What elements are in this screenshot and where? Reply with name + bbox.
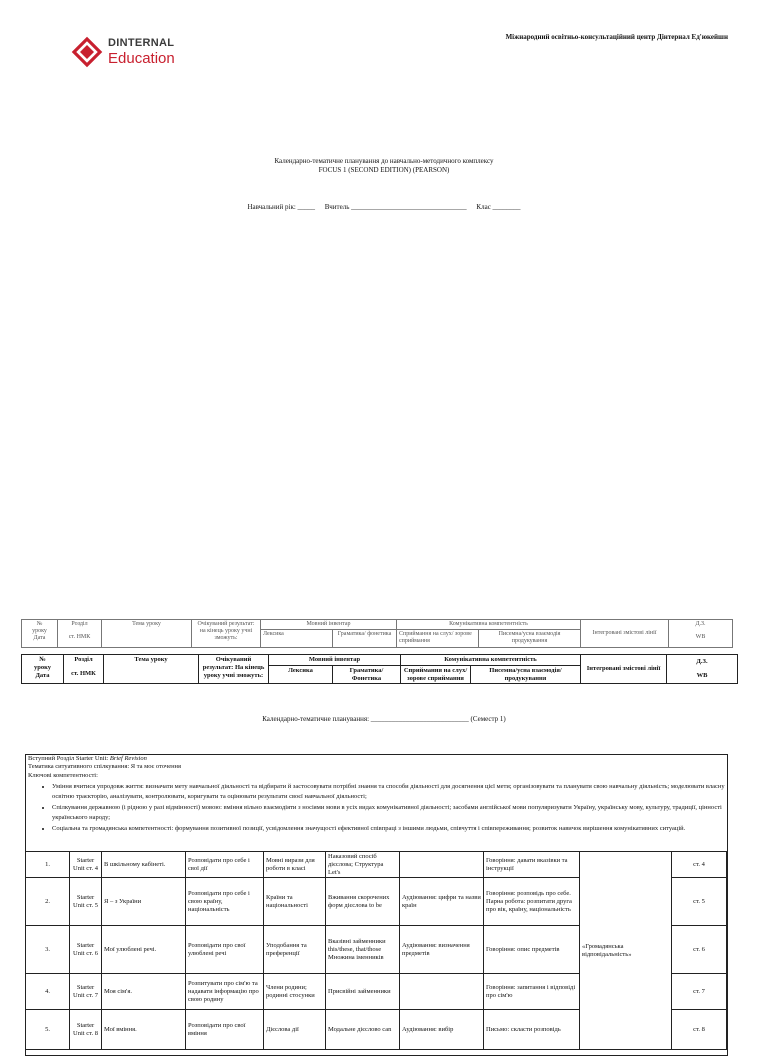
cell-writing: Говоріння: розповідь про себе. Парна робота: розпитати друга про вік, країну, національність: [484, 878, 580, 926]
th-integrated: Інтегровані змістові лінії: [581, 620, 669, 648]
th2-writing: Писемна/усна взаємодія/продукування: [471, 665, 581, 684]
th2-listening: Сприймання на слух/ зорове сприймання: [401, 665, 471, 684]
th2-topic: Тема уроку: [104, 655, 199, 684]
cell-topic: Я – з України: [102, 878, 186, 926]
th2-num: № уроку Дата: [22, 655, 64, 684]
th-num: № уроку Дата: [22, 620, 58, 648]
cell-n: 5.: [26, 1010, 70, 1050]
unit-heading: Вступний Розділ Starter Unit: Brief Revision: [28, 755, 147, 762]
th2-homework: Д.З. WB: [667, 655, 738, 684]
cell-grammar: Наказовий спосіб дієслова; Структура Let's: [326, 852, 400, 878]
cell-unit: Starter Unit ст. 7: [70, 974, 102, 1010]
th-homework: Д.З. WB: [669, 620, 733, 648]
cell-listening: [400, 852, 484, 878]
logo-text-bottom: Education: [108, 50, 175, 67]
competences-list: [26, 782, 727, 833]
th-listening: Сприймання на слух/ зорове сприймання: [397, 630, 479, 647]
year-field: Навчальний рік: _____: [247, 203, 316, 211]
th-lang-inventory: Мовний інвентар: [261, 620, 397, 630]
header-table-light: [21, 619, 733, 648]
teacher-field: Вчитель _________________________________: [324, 203, 467, 211]
cell-unit: Starter Unit ст. 8: [70, 1010, 102, 1050]
table-row: [26, 852, 727, 878]
list-item: • Спілкування державною (і рідною у разі відмінності) мовою: вміння вільно взаємодіяти з носіями мови в усіх видах комунікативної діяльності; засобами англійської мови популяризувати Україну, українську мову, культуру, традиції, цінності українського народу;: [52, 803, 727, 822]
communication-theme: Тематика ситуативного спілкування: Я та моє оточення: [28, 763, 182, 771]
th-lexis: Лексика: [261, 630, 333, 647]
cell-hw: ст. 7: [672, 974, 727, 1010]
cell-unit: Starter Unit ст. 4: [70, 852, 102, 878]
cell-lexis: Члени родини; родинні стосунки: [264, 974, 326, 1010]
cell-grammar: Модальне дієслово can: [326, 1010, 400, 1050]
th2-section: Розділ ст. НМК: [64, 655, 104, 684]
cell-listening: Аудіювання: вибір: [400, 1010, 484, 1050]
cell-hw: ст. 6: [672, 926, 727, 974]
header-table-bold: [21, 654, 738, 684]
cell-n: 2.: [26, 878, 70, 926]
cell-unit: Starter Unit ст. 5: [70, 878, 102, 926]
th-writing: Писемна/усна взаємодія продукування: [479, 630, 581, 647]
cell-unit: Starter Unit ст. 6: [70, 926, 102, 974]
cell-n: 3.: [26, 926, 70, 974]
cell-lexis: Мовні вирази для роботи в класі: [264, 852, 326, 878]
th-communicative: Комунікативна компетентність: [397, 620, 581, 630]
cell-result: Розповідати про себе і свою країну, національність: [186, 878, 264, 926]
cell-topic: В шкільному кабінеті.: [102, 852, 186, 878]
cell-listening: [400, 974, 484, 1010]
class-field: Клас ________: [476, 203, 521, 211]
cell-writing: Говоріння: опис предметів: [484, 926, 580, 974]
calendar-line: Календарно-тематичне планування: ____________________________ (Семестр 1): [262, 715, 506, 723]
key-competences-label: Ключові компетентності:: [28, 771, 98, 779]
cell-grammar: Присвійні займенники: [326, 974, 400, 1010]
cell-lexis: Дієслова дії: [264, 1010, 326, 1050]
th2-grammar: Граматика/ Фонетика: [333, 665, 401, 684]
cell-result: Розпитувати про сім'ю та надавати інформацію про свою родину: [186, 974, 264, 1010]
cell-hw: ст. 5: [672, 878, 727, 926]
th2-expected: Очікуваний результат: На кінець уроку учні зможуть:: [199, 655, 269, 684]
th2-communicative: Комунікативна компетентність: [401, 655, 581, 666]
cell-listening: Аудіювання: визначення предметів: [400, 926, 484, 974]
cell-writing: Говоріння: запитання і відповіді про сім'ю: [484, 974, 580, 1010]
document-title: Календарно-тематичне планування до навчально-методичного комплексу: [274, 157, 494, 165]
cell-writing: Говоріння: давати вказівки та інструкції: [484, 852, 580, 878]
organization-name: Міжнародний освітньо-консультаційний центр Дінтернал Ед'юкейшн: [505, 33, 728, 41]
th-grammar: Граматика/ фонетика: [333, 630, 397, 647]
cell-topic: Мої вміння.: [102, 1010, 186, 1050]
th-section: Розділ ст. НМК: [58, 620, 102, 648]
th2-lang-inventory: Мовний інвентар: [269, 655, 401, 666]
cell-result: Розповідати про свої вміння: [186, 1010, 264, 1050]
cell-n: 4.: [26, 974, 70, 1010]
th-topic: Тема уроку: [102, 620, 192, 648]
cell-grammar: Вживання скорочених форм дієслова to be: [326, 878, 400, 926]
meta-line: [0, 203, 768, 211]
cell-lexis: Країни та національності: [264, 878, 326, 926]
cell-topic: Мої улюблені речі.: [102, 926, 186, 974]
lessons-table: [25, 851, 727, 1050]
cell-lexis: Уподобання та преференції: [264, 926, 326, 974]
th2-integrated: Інтегровані змістові лінії: [581, 655, 667, 684]
document-subtitle: FOCUS 1 (SECOND EDITION) (PEARSON): [318, 166, 450, 174]
cell-hw: ст. 8: [672, 1010, 727, 1050]
th2-lexis: Лексика: [269, 665, 333, 684]
cell-hw: ст. 4: [672, 852, 727, 878]
cell-result: Розповідати про свої улюблені речі: [186, 926, 264, 974]
cell-n: 1.: [26, 852, 70, 878]
cell-writing: Письмо: скласти розповідь: [484, 1010, 580, 1050]
logo-mark-icon: [70, 34, 104, 70]
list-item: • Уміння вчитися упродовж життя: визначати мету навчальної діяльності та відбирати й застосовувати потрібні знання та способи діяльності для досягнення цієї мети; організовувати та планувати свою навчальну діяльність; моделювати власну освітню траєкторію, аналізувати, контролювати, коригувати та оцінювати результати своєї навчальної діяльності;: [52, 782, 727, 801]
cell-topic: Моя сім'я.: [102, 974, 186, 1010]
cell-result: Розповідати про себе і свої дії: [186, 852, 264, 878]
logo: [70, 34, 190, 70]
list-item: • Соціальна та громадянська компетентності: формування позитивної позиції, усвідомлення значущості ефективної співпраці з іншими людьми, співчуття і співпереживання; розвиток навичок вирішення комунікативних ситуацій.: [52, 824, 727, 833]
cell-integrated: «Громадянська відповідальність»: [580, 852, 672, 1050]
th-expected: Очікуваний результат: на кінець уроку учні зможуть:: [192, 620, 261, 648]
cell-listening: Аудіювання: цифри та назви країн: [400, 878, 484, 926]
logo-text-top: DINTERNAL: [108, 37, 175, 49]
cell-grammar: Вказівні займенники this/these, that/those Множина іменників: [326, 926, 400, 974]
